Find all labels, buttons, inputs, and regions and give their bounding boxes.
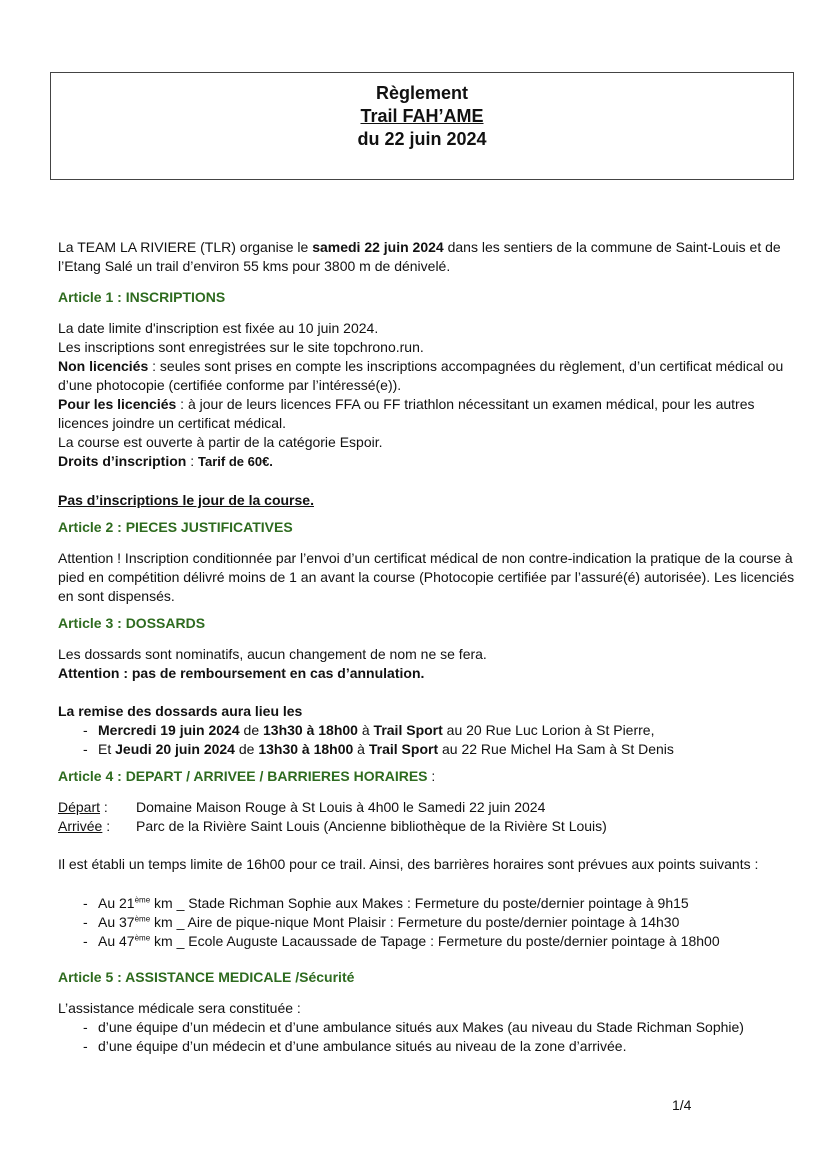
article-4-heading: Article 4 : DEPART / ARRIVEE / BARRIERES HORAIRES : — [58, 768, 436, 784]
article-5-heading: Article 5 : ASSISTANCE MEDICALE /Sécurité — [58, 969, 355, 985]
article-1-heading: Article 1 : INSCRIPTIONS — [58, 289, 226, 305]
article-5-body: L’assistance médicale sera constituée : - d’une équipe d’un médecin et d’une ambulance situés aux Makes (au niveau du Stade Richman Sophie) - d’une équipe d’un médecin et d’une ambulance situés au niveau de la zone d’arrivée. — [58, 999, 798, 1056]
article-1-body: La date limite d'inscription est fixée au 10 juin 2024. Les inscriptions sont enregistrées sur le site topchrono.run. Non licenciés : seules sont prises en compte les inscriptions accompagnées du règlement, d’un certificat médical ou d’une photocopie (certifiée conforme par l’intéressé(e)). Pour les licenciés : à jour de leurs licences FFA ou FF triathlon nécessitant un examen médical, pour les autres licences joindre un certificat médical. La course est ouverte à partir de la catégorie Espoir. Droits d’inscription : Tarif de 60€. — [58, 320, 784, 469]
article-2-heading: Article 2 : PIECES JUSTIFICATIVES — [58, 519, 293, 535]
article-3-heading: Article 3 : DOSSARDS — [58, 615, 206, 631]
barrier-3: - Au 47ème km _ Ecole Auguste Lacaussade de Tapage : Fermeture du poste/dernier pointage à 18h00 — [58, 932, 798, 951]
page-number: 1/4 — [672, 1097, 692, 1113]
article-2-body: Attention ! Inscription conditionnée par l’envoi d’un certificat médical de non contre-indication la pratique de la course à pied en compétition délivré moins de 1 an avant la course (Photocopie certifiée par l’assuré(é) autorisée). Les licenciés en sont dispensés. — [58, 550, 795, 604]
medical-team-1: - d’une équipe d’un médecin et d’une ambulance situés aux Makes (au niveau du Stade Richman Sophie) — [58, 1018, 798, 1037]
article-3-body: Les dossards sont nominatifs, aucun changement de nom ne se fera. Attention : pas de remboursement en cas d’annulation. La remise des dossards aura lieu les - Mercredi 19 juin 2024 de 13h30 à 18h00 à Trail Sport au 20 Rue Luc Lorion à St Pierre, - Et Jeudi 20 juin 2024 de 13h30 à 18h00 à Trail Sport au 22 Rue Michel Ha Sam à St Denis — [58, 645, 798, 759]
arrivee-line: Arrivée : Parc de la Rivière Saint Louis (Ancienne bibliothèque de la Rivière St Louis) — [58, 818, 607, 834]
bib-pickup-2: - Et Jeudi 20 juin 2024 de 13h30 à 18h00 à Trail Sport au 22 Rue Michel Ha Sam à St Denis — [58, 740, 798, 759]
event-name: Trail FAH’AME — [360, 106, 484, 126]
article-4-body: Départ : Domaine Maison Rouge à St Louis à 4h00 le Samedi 22 juin 2024 Arrivée : Parc de la Rivière Saint Louis (Ancienne bibliothèque de la Rivière St Louis) Il est établi un temps limite de 16h00 pour ce trail. Ainsi, des barrières horaires sont prévues aux points suivants : - Au 21ème km _ Stade Richman Sophie aux Makes : Fermeture du poste/dernier pointage à 9h15 - Au 37ème km _ Aire de pique-nique Mont Plaisir : Fermeture du poste/dernier pointage à 14h30 - Au 47ème km _ Ecole Auguste Lacaussade de Tapage : Fermeture du poste/dernier pointage à 18h00 — [58, 798, 798, 951]
event-date: du 22 juin 2024 — [357, 129, 487, 149]
title-box — [50, 72, 794, 180]
no-same-day-registration: Pas d’inscriptions le jour de la course. — [58, 492, 314, 508]
document-title: Règlement — [375, 83, 469, 103]
bib-pickup-1: - Mercredi 19 juin 2024 de 13h30 à 18h00 à Trail Sport au 20 Rue Luc Lorion à St Pierre, — [58, 721, 798, 740]
medical-team-2: - d’une équipe d’un médecin et d’une ambulance situés au niveau de la zone d’arrivée. — [58, 1037, 798, 1056]
barrier-2: - Au 37ème km _ Aire de pique-nique Mont Plaisir : Fermeture du poste/dernier pointage à 14h30 — [58, 913, 798, 932]
depart-line: Départ : Domaine Maison Rouge à St Louis à 4h00 le Samedi 22 juin 2024 — [58, 799, 546, 815]
intro-paragraph: La TEAM LA RIVIERE (TLR) organise le samedi 22 juin 2024 dans les sentiers de la commune de Saint-Louis et de l’Etang Salé un trail d’environ 55 kms pour 3800 m de dénivelé. — [58, 239, 781, 274]
barrier-1: - Au 21ème km _ Stade Richman Sophie aux Makes : Fermeture du poste/dernier pointage à 9h15 — [58, 894, 798, 913]
document-body — [58, 238, 798, 1056]
